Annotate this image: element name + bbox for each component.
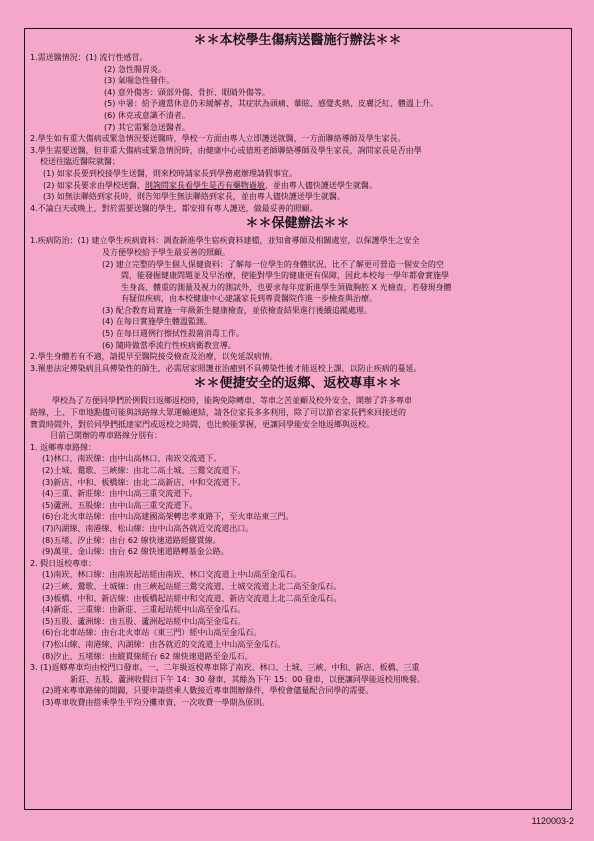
medical-sub-item: (7) 其它需緊急送醫者。 bbox=[104, 122, 190, 132]
medical-sub-item: (5) 中暑：給予適當休息仍未緩解者，其症狀為頭痛、暈眩、感覺炙熱、皮膚泛紅、體溫上升。 bbox=[104, 99, 438, 109]
medical-item-3-sub: (3) 如無法聯絡到家長時，則告知學生無法聯絡到家長，並由專人儘快護送學生就醫。 bbox=[43, 192, 345, 202]
route-item: (2)三峽、鶯歌、土城線：由三峽起站經三鶯交流道、土城交流道上北二高至金瓜石。 bbox=[42, 581, 342, 591]
sub2-pre: (2) 如家長要求由學校送醫， bbox=[43, 180, 145, 190]
route-item: (7)內湖線、南港線、松山線：由中山高各就近交流道出口。 bbox=[42, 523, 254, 533]
route-item: (4)新莊、三重線：由新莊、三重起站經中山高至金瓜石。 bbox=[42, 605, 246, 615]
shuttle-note-3: 3. (1)返鄉專車均由校門口發車。一、二年級返校專車除了南崁、林口、土城、三峽、中和、新店、板橋、三重 bbox=[30, 663, 420, 673]
health-sub-item: (5) 在每日週例行擦拭性殺菌消毒工作。 bbox=[102, 329, 244, 339]
school-routes-heading: 2. 假日返校專車： bbox=[30, 558, 97, 568]
route-item: (1)南崁、林口線：由南崁起站經由南崁、林口交流道上中山高至金瓜石。 bbox=[42, 570, 302, 580]
document-code: 1120003-2 bbox=[531, 816, 574, 826]
health-sub-item: (3) 配合教育局實施一年級新生健康檢查，並依檢查結果進行後續追蹤處理。 bbox=[102, 305, 372, 315]
shuttle-note: (2)將來專車路線的開闢，只要申請搭乘人數接近專車開辦條件，學校會儘量配合同學的需要。 bbox=[42, 686, 374, 696]
health-sub-item-cont: 間，能發掘健康問題並及早治療，使能對學生的健康更有保障，因此本校每一學年都會實施學 bbox=[121, 271, 449, 281]
medical-sub-item: (2) 急性腸胃炎。 bbox=[104, 64, 166, 74]
route-item: (9)萬里、金山線：由台 62 線快速道路轉基金公路。 bbox=[42, 547, 229, 557]
route-item: (3)板橋、中和、新店線：由板橋起站經中和交流道、新店交流道上北二高至金瓜石。 bbox=[42, 593, 342, 603]
health-item-1: 1.疾病防治：(1) 建立學生疾病資料：調查新進學生宿疾資料建檔，並知會導師及相關處室，以保護學生之安全 bbox=[30, 236, 420, 246]
medical-item-3-cont: 校送往臨近醫院就醫； bbox=[40, 157, 120, 167]
sub2-post: ，並由專人儘快護送學生就醫。 bbox=[264, 180, 377, 190]
shuttle-note-3-cont: 新莊、五股、蘆洲收假日下午 14：30 發車，其餘為下午 15：00 發車，以便讓同學能返校用晚餐。 bbox=[70, 674, 425, 684]
medical-item-4: 4.不論白天或晚上，對於需要送醫的學生，都安排有專人護送，做最妥善的照顧。 bbox=[30, 203, 318, 213]
health-sub-item: (2) 建立完整的學生個人保健資料：了解每一位學生的身體狀況，比不了解更可營造一個安全的空 bbox=[102, 259, 444, 269]
document-frame bbox=[24, 28, 572, 810]
route-item: (7)松山線、南港線、內湖線：由各就近的交流道上中山高至金瓜石。 bbox=[42, 639, 286, 649]
route-item: (6)台北火車站線：由中山高建國高架轉忠孝東路下，至火車站東三門。 bbox=[42, 512, 294, 522]
medical-sub-item: (4) 意外傷害：頭部外傷、骨折、眼睛外傷等。 bbox=[104, 87, 270, 97]
medical-item-3: 3.學生需要送醫，但非重大傷病或緊急情況時，由健康中心或值班老師聯絡導師及學生家長，詢問家長是否由學 bbox=[30, 145, 422, 155]
shuttle-current: 目前已開辦的專車路線分別有： bbox=[50, 431, 162, 441]
medical-sub-item: (6) 休克或意識不清者。 bbox=[104, 110, 190, 120]
home-routes-heading: 1. 返鄉專車路線： bbox=[30, 442, 97, 452]
section-title-health: ＊＊保健辦法＊＊ bbox=[245, 216, 350, 232]
medical-item-1: 1.需送醫情況：(1) 流行性感冒。 bbox=[30, 53, 148, 62]
shuttle-intro: 寶貴時間外，對於同學們抵達家門或返校之時間，也比較能掌握，更讓同學能安全地返鄉與返校。 bbox=[30, 419, 374, 429]
route-item: (8)五堵、汐止線：由台 62 線快速道路經縱貫線。 bbox=[42, 535, 221, 545]
health-item-3: 3.罹患法定傳染病且具傳染性的師生，必需居家照護並治癒到不具傳染性後才能返校上課，以防止疾病的蔓延。 bbox=[30, 363, 422, 373]
shuttle-intro: 路線，上、下車地點儘可能與該路線大眾運輸連結，請各位家長多多利用，除了可以節省家長們來回接送的 bbox=[30, 408, 406, 418]
health-sub-item: (4) 在每日實施學生體溫監測。 bbox=[102, 317, 212, 327]
medical-item-3-sub bbox=[30, 180, 565, 192]
route-item: (1)林口、南崁線：由中山高林口、南崁交流道下。 bbox=[42, 454, 222, 464]
health-item-1-cont: 及方便學校給予學生最妥善的照顧。 bbox=[102, 247, 230, 257]
sub2-underlined: 則詢問家長看學生是否有藥物過敏 bbox=[144, 180, 265, 190]
route-item: (8)汐止、五堵線：由縱貫線經台 62 線快速道路至金瓜石。 bbox=[42, 651, 253, 661]
health-sub-item: (6) 隨時做當季流行性疾病衛教宣導。 bbox=[102, 340, 236, 350]
route-item: (5)五股、蘆洲線：由五股、蘆洲起站經中山高至金瓜石。 bbox=[42, 616, 246, 626]
route-item: (6)台北車站線：由台北火車站（東三門）經中山高至金瓜石。 bbox=[42, 628, 262, 638]
health-item-2: 2.學生身體若有不適，請提早至醫院接受檢查及治療，以免延誤病情。 bbox=[30, 352, 278, 362]
section-title-medical: ＊＊本校學生傷病送醫施行辦法＊＊ bbox=[193, 33, 402, 48]
route-item: (4)三重、新莊線：由中山高三重交流道下。 bbox=[42, 489, 198, 499]
route-item: (3)新店、中和、板橋線：由北二高新店、中和交流道下。 bbox=[42, 477, 246, 487]
medical-item-2: 2.學生如有重大傷病或緊急情況要送醫時，學校一方面由專人立即護送就醫，一方面聯絡導師及學生家長。 bbox=[30, 134, 406, 144]
route-item: (5)蘆洲、五股線：由中山高三重交流道下。 bbox=[42, 500, 198, 510]
section-title-shuttle: ＊＊便捷安全的返鄉、返校專車＊＊ bbox=[193, 376, 402, 392]
health-sub-item-cont: 生身高、體重的測量及視力的測試外，也要求每年度新進學生須做胸腔 X 光檢查，若發現身體 bbox=[121, 282, 452, 292]
shuttle-note: (3)專車收費由搭乘學生平均分攤車資，一次收費一學期為原則。 bbox=[42, 697, 270, 707]
medical-item-3-sub: (1) 如家長要到校接學生送醫，則來校時請家長到學務處辦理請假事宜。 bbox=[43, 168, 297, 178]
health-sub-item-cont: 有疑似疾病，由本校健康中心建議家長到專責醫院作進一步檢查與治療。 bbox=[121, 294, 377, 304]
medical-sub-item: (3) 氣喘急性發作。 bbox=[104, 76, 174, 86]
shuttle-intro: 學校為了方便同學們於例假日返鄉返校時，能夠免除轉車、等車之苦並顧及校外安全，開辦了許多專車 bbox=[52, 396, 412, 406]
route-item: (2)土城、鶯歌、三峽線：由北二高土城、三鶯交流道下。 bbox=[42, 466, 246, 475]
